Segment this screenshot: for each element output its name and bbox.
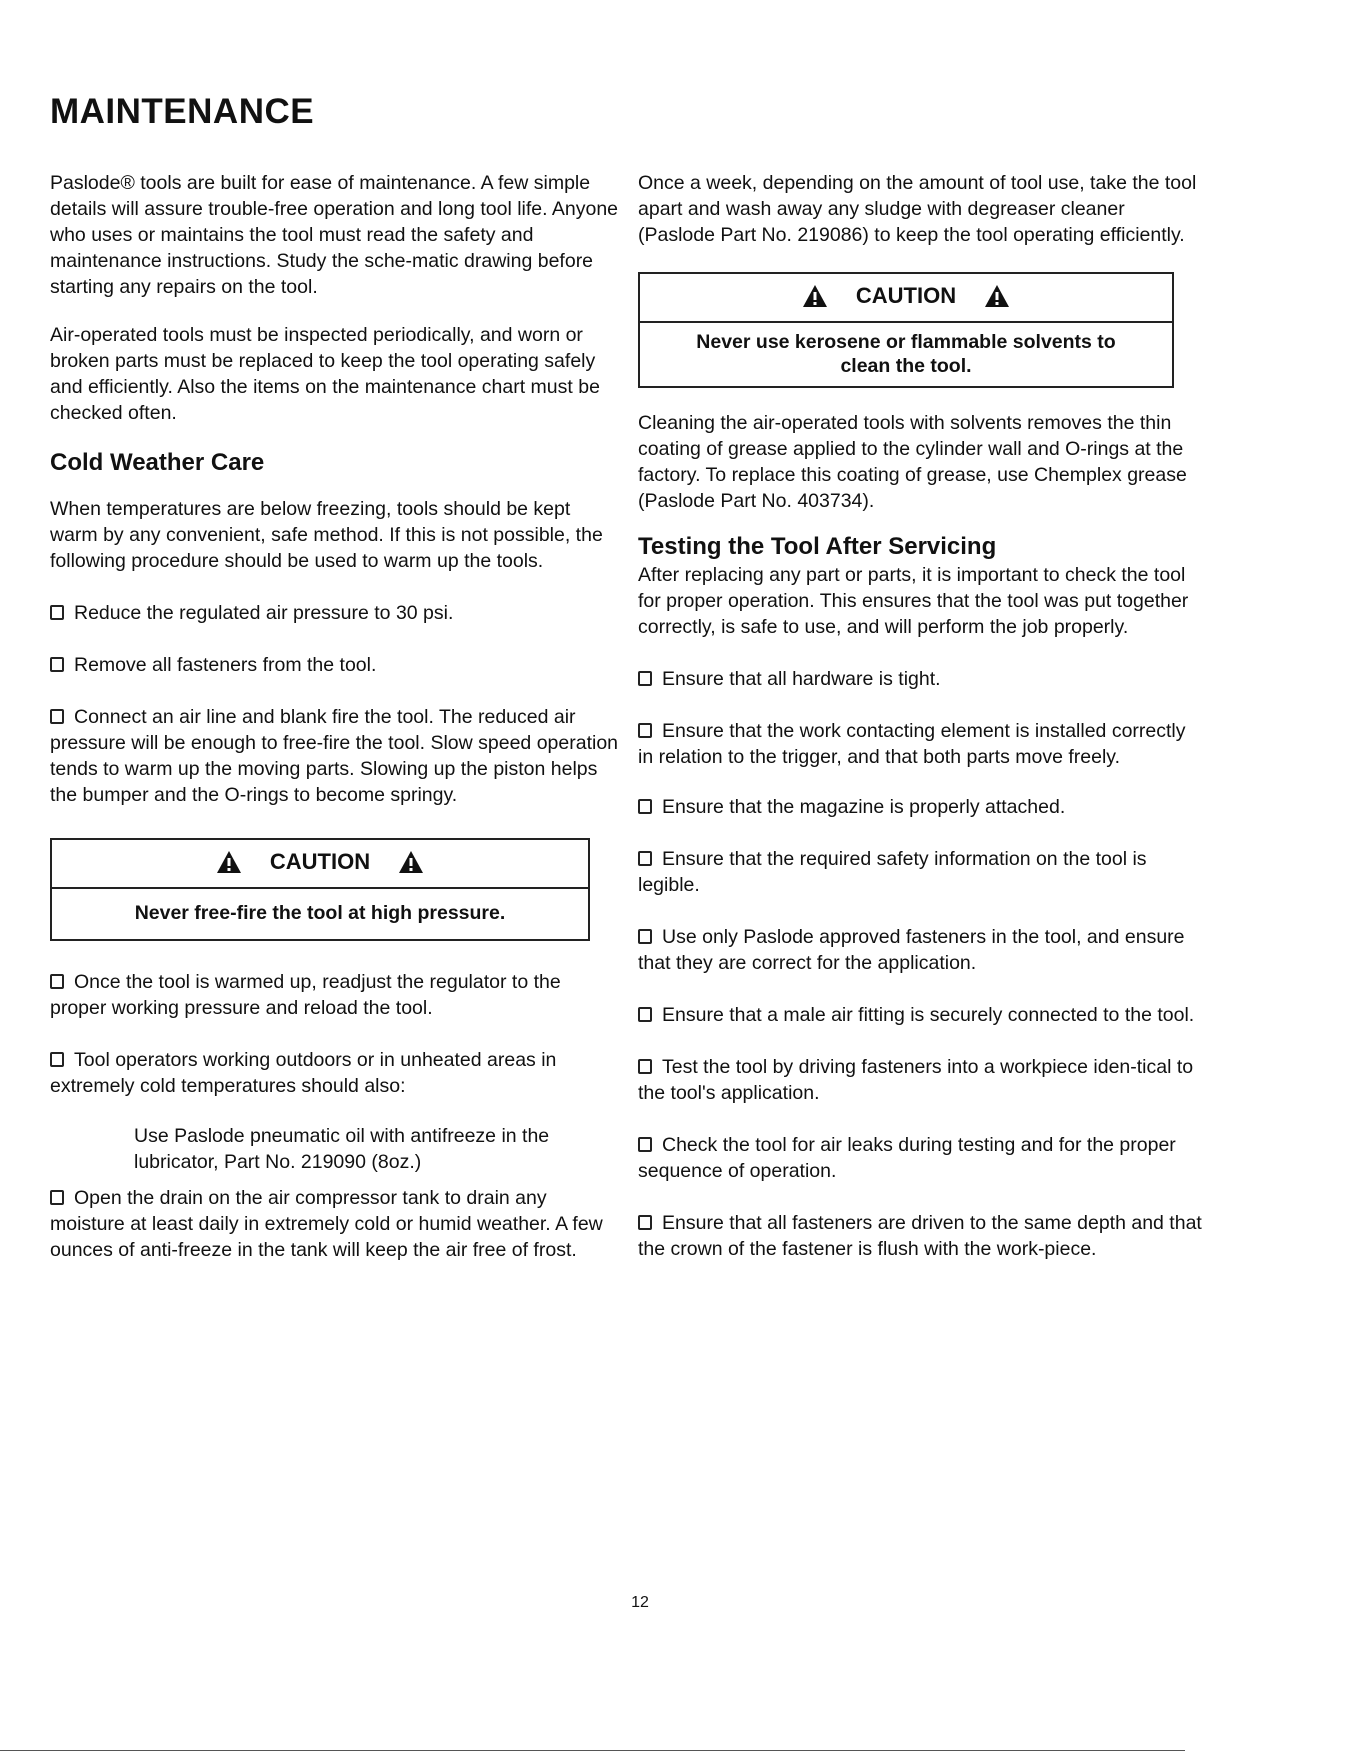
checklist-item <box>638 924 1206 976</box>
checklist-item <box>638 1132 1206 1184</box>
checklist-item-text: Tool operators working outdoors or in unheated areas in extremely cold temperatures should also: <box>50 1049 557 1097</box>
checklist-item <box>50 1047 622 1099</box>
checklist-item <box>638 794 1206 820</box>
caution-box <box>638 272 1174 388</box>
checkbox-icon <box>50 1190 64 1205</box>
checklist-item-text: Once the tool is warmed up, readjust the regulator to the proper working pressure and reload the tool. <box>50 971 561 1019</box>
section-heading-cold-weather: Cold Weather Care <box>50 449 265 476</box>
checkbox-icon <box>638 1137 652 1152</box>
checkbox-icon <box>638 929 652 944</box>
warning-triangle-icon <box>398 850 424 882</box>
checkbox-icon <box>50 605 64 620</box>
checklist-item <box>638 1002 1206 1028</box>
checklist-item <box>50 969 622 1021</box>
warning-triangle-icon <box>984 284 1010 316</box>
testing-paragraph: After replacing any part or parts, it is important to check the tool for proper operation. This ensures that the tool was put together correctly, is safe to use, and will perform the job properly. <box>638 564 1189 638</box>
checklist-item <box>638 666 1206 692</box>
caution-header <box>52 840 588 889</box>
warning-triangle-icon <box>802 284 828 316</box>
checkbox-icon <box>50 709 64 724</box>
caution-label: CAUTION <box>855 283 957 308</box>
intro-paragraph: Paslode® tools are built for ease of maintenance. A few simple details will assure trouble-free operation and long tool life. Anyone who uses or maintains the tool must read the safety and maintenance instructions. Study the sche-matic drawing before starting any repairs on the tool. <box>50 172 619 298</box>
section-heading-testing: Testing the Tool After Servicing <box>638 533 997 560</box>
right-column <box>638 170 1206 1284</box>
caution-box <box>50 838 590 941</box>
checklist-item <box>638 1054 1206 1106</box>
checklist-item-text: Remove all fasteners from the tool. <box>74 654 377 676</box>
checkbox-icon <box>50 1052 64 1067</box>
checklist-item-text: Reduce the regulated air pressure to 30 psi. <box>74 602 454 624</box>
checklist-item-text: Check the tool for air leaks during testing and for the proper sequence of operation. <box>638 1134 1176 1182</box>
caution-header <box>640 274 1172 323</box>
checklist-item-text: Connect an air line and blank fire the tool. The reduced air pressure will be enough to free-fire the tool. Slow speed operation tends to warm up the moving parts. Slowing up the piston helps the bumper and the O-rings to become springy. <box>50 706 619 806</box>
inspection-paragraph: Air-operated tools must be inspected periodically, and worn or broken parts must be replaced to keep the tool operating safely and efficiently. Also the items on the maintenance chart must be checked often. <box>50 324 600 424</box>
checkbox-icon <box>638 851 652 866</box>
checklist-item-text: Use only Paslode approved fasteners in the tool, and ensure that they are correct for the application. <box>638 926 1185 974</box>
caution-text: Never free-fire the tool at high pressure. <box>134 902 506 924</box>
page-title: MAINTENANCE <box>50 92 315 131</box>
checklist-item <box>50 704 622 808</box>
checklist-item-text: Ensure that the work contacting element is installed correctly in relation to the trigger, and that both parts move freely. <box>638 720 1186 768</box>
checklist-item-text: Ensure that all fasteners are driven to the same depth and that the crown of the fastener is flush with the work-piece. <box>638 1212 1202 1260</box>
indented-note: Use Paslode pneumatic oil with antifreeze in the lubricator, Part No. 219090 (8oz.) <box>134 1125 550 1173</box>
checklist-item <box>50 600 622 626</box>
left-column <box>50 170 622 1285</box>
page-number: 12 <box>631 1594 649 1611</box>
bottom-rule <box>0 1750 1185 1751</box>
warning-triangle-icon <box>216 850 242 882</box>
checklist-item-text: Ensure that the required safety information on the tool is legible. <box>638 848 1147 896</box>
checklist-item-text: Open the drain on the air compressor tank to drain any moisture at least daily in extremely cold or humid weather. A few ounces of anti-freeze in the tank will keep the air free of frost. <box>50 1187 603 1261</box>
checkbox-icon <box>50 974 64 989</box>
caution-text: Never use kerosene or flammable solvents to clean the tool. <box>696 331 1116 377</box>
caution-label: CAUTION <box>269 849 371 874</box>
checklist-item-text: Ensure that all hardware is tight. <box>662 668 941 690</box>
checklist-item <box>638 1210 1206 1262</box>
weekly-cleaning-paragraph: Once a week, depending on the amount of tool use, take the tool apart and wash away any sludge with degreaser cleaner (Paslode Part No. 219086) to keep the tool operating efficiently. <box>638 172 1197 246</box>
checklist-item-text: Ensure that a male air fitting is securely connected to the tool. <box>662 1004 1195 1026</box>
checkbox-icon <box>638 1215 652 1230</box>
checklist-item-text: Test the tool by driving fasteners into a workpiece iden-tical to the tool's application. <box>638 1056 1194 1104</box>
checkbox-icon <box>638 1059 652 1074</box>
checkbox-icon <box>50 657 64 672</box>
checklist-item <box>50 652 622 678</box>
checkbox-icon <box>638 723 652 738</box>
checklist-item-text: Ensure that the magazine is properly attached. <box>662 796 1066 818</box>
cold-weather-paragraph: When temperatures are below freezing, tools should be kept warm by any convenient, safe method. If this is not possible, the following procedure should be used to warm up the tools. <box>50 498 603 572</box>
checkbox-icon <box>638 671 652 686</box>
checkbox-icon <box>638 799 652 814</box>
checklist-item <box>50 1185 622 1263</box>
checklist-item <box>638 718 1206 770</box>
cleaning-paragraph: Cleaning the air-operated tools with solvents removes the thin coating of grease applied to the cylinder wall and O-rings at the factory. To replace this coating of grease, use Chemplex grease (Paslode Part No. 403734). <box>638 412 1187 512</box>
checklist-item <box>638 846 1206 898</box>
checkbox-icon <box>638 1007 652 1022</box>
